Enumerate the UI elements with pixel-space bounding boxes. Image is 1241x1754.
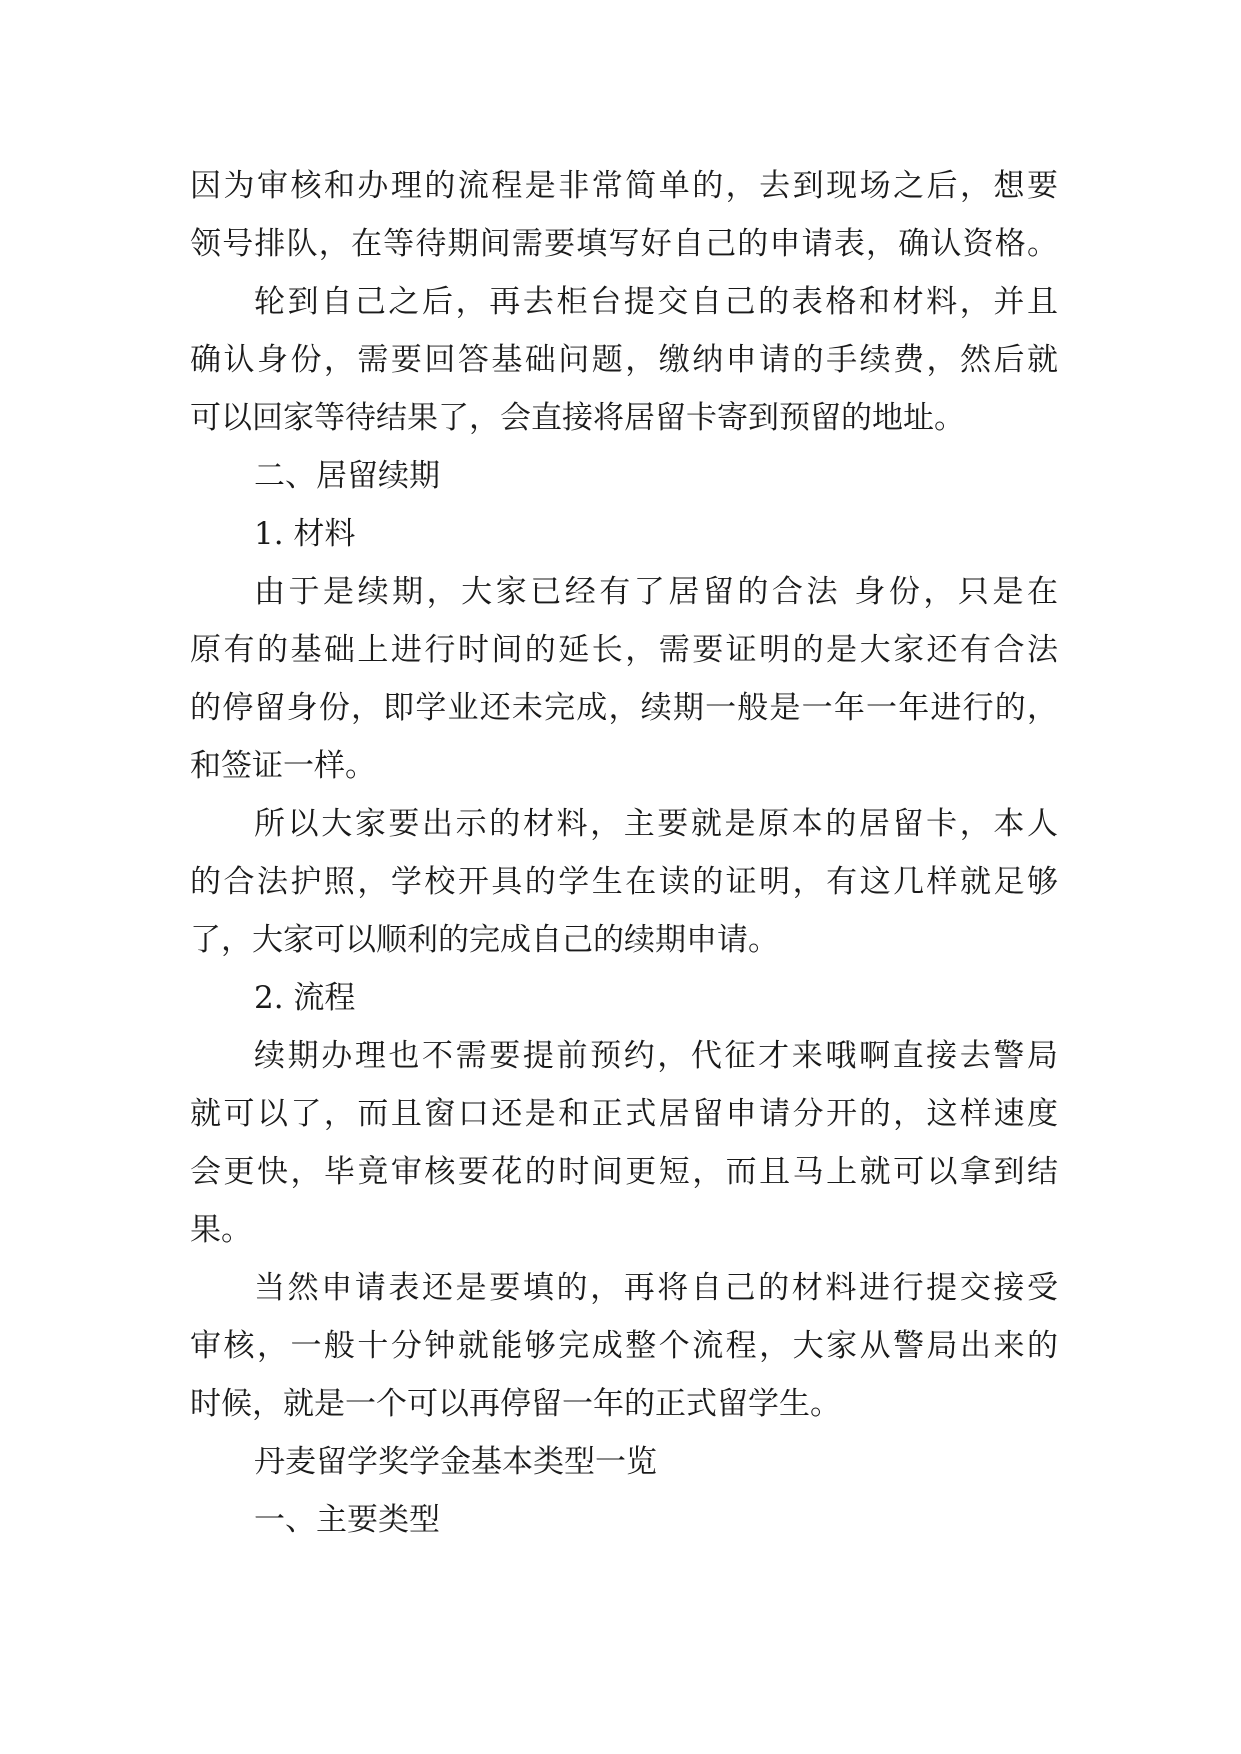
text-line: 和签证一样。 (190, 748, 376, 784)
text-line: 轮到自己之后，再去柜台提交自己的表格和材料，并且 (254, 284, 1058, 320)
text-line: 审核，一般十分钟就能够完成整个流程，大家从警局出来的 (190, 1328, 1058, 1364)
text-line: 就可以了，而且窗口还是和正式居留申请分开的，这样速度 (190, 1096, 1058, 1132)
document-body (190, 157, 1058, 1549)
subsection-heading: 1. 材料 (254, 516, 356, 552)
text-line: 所以大家要出示的材料，主要就是原本的居留卡，本人 (254, 806, 1058, 842)
subsection-heading: 2. 流程 (254, 980, 356, 1016)
section-heading: 二、居留续期 (254, 458, 440, 494)
text-line: 当然申请表还是要填的，再将自己的材料进行提交接受 (254, 1270, 1058, 1306)
text-line: 时候，就是一个可以再停留一年的正式留学生。 (190, 1386, 841, 1422)
text-line: 因为审核和办理的流程是非常简单的，去到现场之后，想要 (190, 168, 1058, 204)
text-line: 果。 (190, 1212, 252, 1248)
text-line: 了，大家可以顺利的完成自己的续期申请。 (190, 922, 779, 958)
section-heading: 丹麦留学奖学金基本类型一览 (254, 1444, 657, 1480)
text-line: 的停留身份，即学业还未完成，续期一般是一年一年进行的， (190, 690, 1058, 726)
text-line: 由于是续期，大家已经有了居留的合法 身份，只是在 (254, 574, 1058, 610)
text-line: 领号排队，在等待期间需要填写好自己的申请表，确认资格。 (190, 226, 1058, 262)
text-line: 原有的基础上进行时间的延长，需要证明的是大家还有合法 (190, 632, 1058, 668)
section-heading: 一、主要类型 (254, 1502, 440, 1538)
text-line: 确认身份，需要回答基础问题，缴纳申请的手续费，然后就 (190, 342, 1058, 378)
text-line: 续期办理也不需要提前预约，代征才来哦啊直接去警局 (254, 1038, 1058, 1074)
text-line: 可以回家等待结果了，会直接将居留卡寄到预留的地址。 (190, 400, 965, 436)
text-line: 的合法护照，学校开具的学生在读的证明，有这几样就足够 (190, 864, 1058, 900)
text-line: 会更快，毕竟审核要花的时间更短，而且马上就可以拿到结 (190, 1154, 1058, 1190)
